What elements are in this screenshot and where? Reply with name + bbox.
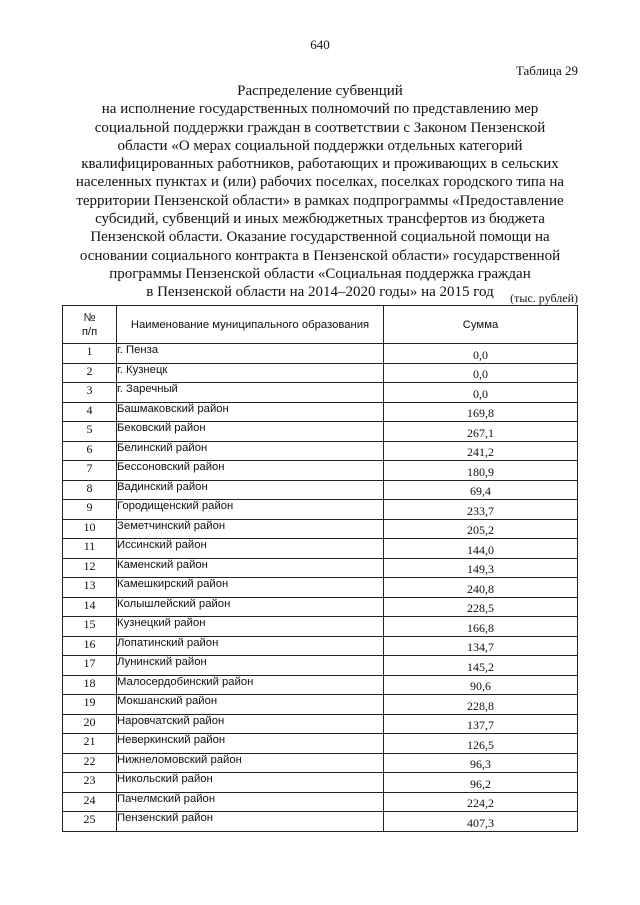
title-line: основании социального контракта в Пензенской области» государственной xyxy=(79,247,561,264)
title-line: территории Пензенской области» в рамках подпрограммы «Предоставление xyxy=(76,192,564,209)
table-row xyxy=(63,714,578,734)
table-label: Таблица 29 xyxy=(515,63,578,78)
amount-value: 144,0 xyxy=(384,539,578,559)
row-number: 3 xyxy=(63,383,117,403)
table-row xyxy=(63,344,578,364)
amount-value: 166,8 xyxy=(384,617,578,637)
municipality-name: Земетчинский район xyxy=(117,519,384,539)
table-row xyxy=(63,578,578,598)
amount-value: 180,9 xyxy=(384,461,578,481)
municipality-name: Бессоновский район xyxy=(117,461,384,481)
municipality-name: Иссинский район xyxy=(117,539,384,559)
title-line: программы Пензенской области «Социальная поддержка граждан xyxy=(109,265,531,282)
row-number: 6 xyxy=(63,441,117,461)
amount-value: 267,1 xyxy=(384,422,578,442)
municipality-name: г. Кузнецк xyxy=(117,363,384,383)
table-row xyxy=(63,656,578,676)
row-number: 16 xyxy=(63,636,117,656)
amount-value: 169,8 xyxy=(384,402,578,422)
amount-value: 96,2 xyxy=(384,773,578,793)
municipality-name: Городищенский район xyxy=(117,500,384,520)
municipality-name: Белинский район xyxy=(117,441,384,461)
table-row xyxy=(63,519,578,539)
amount-value: 149,3 xyxy=(384,558,578,578)
row-number: 17 xyxy=(63,656,117,676)
table-row xyxy=(63,480,578,500)
amount-value: 0,0 xyxy=(384,383,578,403)
table-body xyxy=(63,344,578,832)
row-number: 25 xyxy=(63,812,117,832)
table-row xyxy=(63,695,578,715)
table-row xyxy=(63,734,578,754)
row-number: 21 xyxy=(63,734,117,754)
amount-value: 0,0 xyxy=(384,363,578,383)
table-row xyxy=(63,792,578,812)
municipality-name: Мокшанский район xyxy=(117,695,384,715)
title-line: на исполнение государственных полномочий по представлению мер xyxy=(101,101,539,118)
amount-value: 0,0 xyxy=(384,344,578,364)
municipality-name: Колышлейский район xyxy=(117,597,384,617)
amount-value: 228,8 xyxy=(384,695,578,715)
table-row xyxy=(63,383,578,403)
table-row xyxy=(63,675,578,695)
row-number: 14 xyxy=(63,597,117,617)
row-number: 8 xyxy=(63,480,117,500)
municipality-name: Пензенский район xyxy=(117,812,384,832)
row-number: 11 xyxy=(63,539,117,559)
amount-value: 145,2 xyxy=(384,656,578,676)
header-number-line1: № xyxy=(83,311,96,324)
municipality-name: Неверкинский район xyxy=(117,734,384,754)
page-number: 640 xyxy=(310,37,330,52)
row-number: 5 xyxy=(63,422,117,442)
row-number: 9 xyxy=(63,500,117,520)
table-row xyxy=(63,617,578,637)
table-row xyxy=(63,402,578,422)
amount-value: 407,3 xyxy=(384,812,578,832)
amount-value: 241,2 xyxy=(384,441,578,461)
municipality-name: Лопатинский район xyxy=(117,636,384,656)
title-line: в Пензенской области на 2014–2020 годы» на 2015 год xyxy=(146,284,494,301)
row-number: 18 xyxy=(63,675,117,695)
table-row xyxy=(63,773,578,793)
table-row xyxy=(63,636,578,656)
amount-value: 240,8 xyxy=(384,578,578,598)
table-row xyxy=(63,558,578,578)
units-label: (тыс. рублей) xyxy=(510,291,578,305)
table-row xyxy=(63,441,578,461)
municipality-name: Каменский район xyxy=(117,558,384,578)
row-number: 22 xyxy=(63,753,117,773)
row-number: 1 xyxy=(63,344,117,364)
document-title xyxy=(60,82,580,302)
header-number-line2: п/п xyxy=(81,325,98,338)
title-line: субсидий, субвенций и иных межбюджетных трансфертов из бюджета xyxy=(95,211,545,228)
municipality-name: Малосердобинский район xyxy=(117,675,384,695)
table-row xyxy=(63,422,578,442)
municipality-name: Бековский район xyxy=(117,422,384,442)
header-number xyxy=(63,306,117,344)
row-number: 2 xyxy=(63,363,117,383)
table-row xyxy=(63,597,578,617)
row-number: 19 xyxy=(63,695,117,715)
table-row xyxy=(63,812,578,832)
row-number: 4 xyxy=(63,402,117,422)
row-number: 23 xyxy=(63,773,117,793)
table-header-row xyxy=(63,306,578,344)
title-line: социальной поддержки граждан в соответствии с Законом Пензенской xyxy=(94,119,546,136)
row-number: 10 xyxy=(63,519,117,539)
row-number: 24 xyxy=(63,792,117,812)
title-line: области «О мерах социальной поддержки отдельных категорий xyxy=(117,137,523,154)
amount-value: 228,5 xyxy=(384,597,578,617)
amount-value: 224,2 xyxy=(384,792,578,812)
table-row xyxy=(63,363,578,383)
municipality-name: Нижнеломовский район xyxy=(117,753,384,773)
row-number: 13 xyxy=(63,578,117,598)
title-line: Распределение субвенций xyxy=(237,83,403,99)
municipality-name: Камешкирский район xyxy=(117,578,384,598)
row-number: 20 xyxy=(63,714,117,734)
municipality-name: Наровчатский район xyxy=(117,714,384,734)
table-row xyxy=(63,753,578,773)
row-number: 15 xyxy=(63,617,117,637)
amount-value: 134,7 xyxy=(384,636,578,656)
amount-value: 126,5 xyxy=(384,734,578,754)
municipality-name: Вадинский район xyxy=(117,480,384,500)
amount-value: 69,4 xyxy=(384,480,578,500)
municipality-name: г. Пенза xyxy=(117,344,384,364)
amount-value: 90,6 xyxy=(384,675,578,695)
row-number: 7 xyxy=(63,461,117,481)
municipality-name: Никольский район xyxy=(117,773,384,793)
header-name: Наименование муниципального образования xyxy=(117,306,384,344)
title-line: Пензенской области. Оказание государственной социальной помощи на xyxy=(90,229,550,246)
title-line: населенных пунктах и (или) рабочих поселках, поселках городского типа на xyxy=(75,174,565,191)
table-row xyxy=(63,539,578,559)
municipality-name: г. Заречный xyxy=(117,383,384,403)
amount-value: 137,7 xyxy=(384,714,578,734)
row-number: 12 xyxy=(63,558,117,578)
amount-value: 205,2 xyxy=(384,519,578,539)
municipality-name: Пачелмский район xyxy=(117,792,384,812)
amount-value: 233,7 xyxy=(384,500,578,520)
municipality-name: Кузнецкий район xyxy=(117,617,384,637)
municipality-name: Башмаковский район xyxy=(117,402,384,422)
table-row xyxy=(63,461,578,481)
table-row xyxy=(63,500,578,520)
title-line: квалифицированных работников, работающих и проживающих в сельских xyxy=(81,156,559,173)
municipality-name: Лунинский район xyxy=(117,656,384,676)
subvention-table xyxy=(62,305,578,832)
header-sum: Сумма xyxy=(384,306,578,344)
amount-value: 96,3 xyxy=(384,753,578,773)
